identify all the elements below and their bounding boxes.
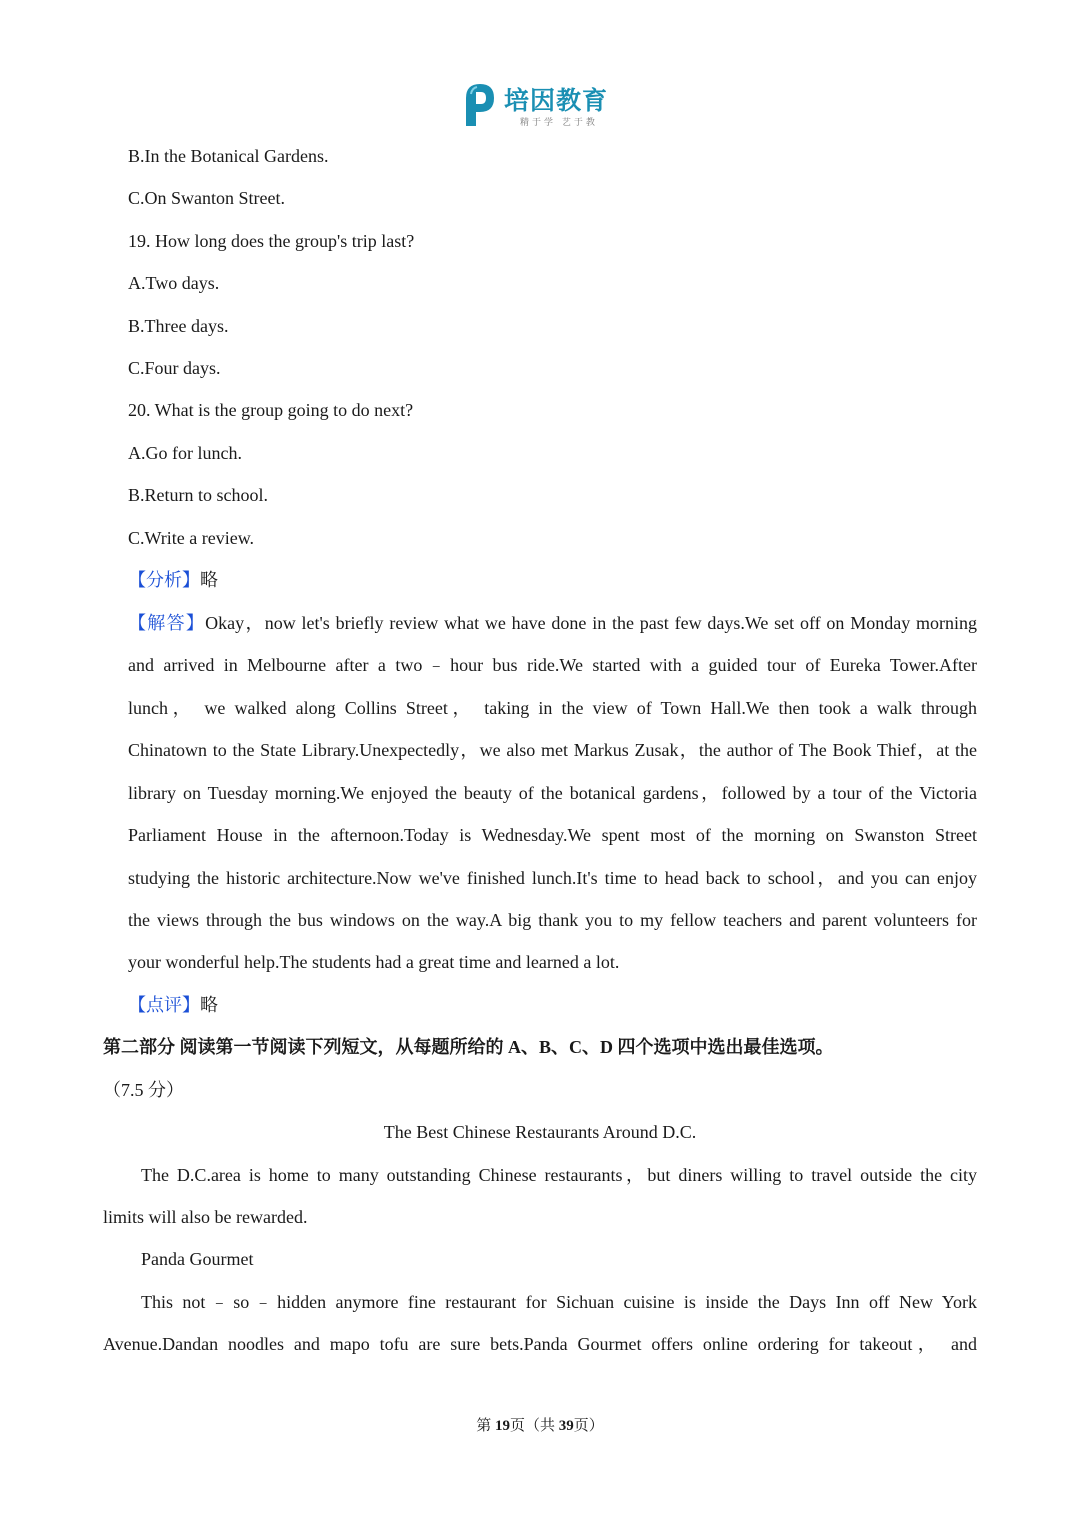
section-two-heading: 第二部分 阅读第一节阅读下列短文，从每题所给的 A、B、C、D 四个选项中选出最佳选项。 [103,1037,834,1057]
q20-option-c: C.Write a review. [128,528,255,548]
restaurant-name: Panda Gourmet [141,1249,254,1269]
q19-option-b: B.Three days. [128,316,229,336]
comment-line [128,993,218,1017]
answer-line-8: the views through the bus windows on the way.A big thank you to my fellow teachers and parent volunteers for [128,910,977,930]
total-pages: 39 [558,1418,574,1434]
q20-stem: 20. What is the group going to do next? [128,400,414,420]
current-page: 19 [494,1418,510,1434]
footer-middle: 页（共 [509,1418,559,1434]
restaurant-line-2: Avenue.Dandan noodles and mapo tofu are sure bets.Panda Gourmet offers online ordering for takeout， and [103,1334,977,1354]
restaurant-line-1: This not﹣so﹣hidden anymore fine restaurant for Sichuan cuisine is inside the Days Inn off New York [141,1292,977,1312]
section-two-points: （7.5 分） [103,1080,184,1100]
analysis-line [128,568,218,592]
passage-intro-line-1: The D.C.area is home to many outstanding Chinese restaurants，but diners willing to travel outside the city [141,1165,977,1185]
q20-option-b: B.Return to school. [128,485,268,505]
answer-line-4: Chinatown to the State Library.Unexpectedly，we also met Markus Zusak，the author of The Book Thief，at the [128,740,977,760]
answer-line-6: Parliament House in the afternoon.Today is Wednesday.We spent most of the morning on Swanston Street [128,825,977,845]
answer-line-1 [128,611,977,635]
analysis-tag: 【分析】 [128,570,200,590]
footer-suffix: 页） [573,1418,604,1434]
q19-stem: 19. How long does the group's trip last? [128,231,415,251]
brand-name: 培因教育 [504,86,609,115]
answer-line-9: your wonderful help.The students had a great time and learned a lot. [128,952,620,972]
answer-line-7: studying the historic architecture.Now we've finished lunch.It's time to head back to school，and you can enjoy [128,868,977,888]
q19-option-c: C.Four days. [128,358,221,378]
q18-option-c: C.On Swanton Street. [128,188,285,208]
answer-line-3: lunch， we walked along Collins Street， taking in the view of Town Hall.We then took a walk through [128,698,977,718]
p-logo-icon [462,80,498,128]
passage-title: The Best Chinese Restaurants Around D.C. [383,1122,697,1142]
q18-option-b: B.In the Botanical Gardens. [128,146,329,166]
passage-intro-line-2: limits will also be rewarded. [103,1207,308,1227]
q20-option-a: A.Go for lunch. [128,443,242,463]
q19-option-a: A.Two days. [128,273,220,293]
page-footer [0,1416,1080,1436]
comment-tag: 【点评】 [128,995,200,1015]
answer-line-5: library on Tuesday morning.We enjoyed the beauty of the botanical gardens，followed by a tour of the Victoria [128,783,977,803]
footer-prefix: 第 [476,1418,495,1434]
brand-slogan: 精于学 艺于教 [520,118,598,128]
comment-text: 略 [200,995,218,1015]
answer-line-2: and arrived in Melbourne after a two﹣hour bus ride.We started with a guided tour of Eureka Tower.After [128,655,977,675]
answer-tag: 【解答】 [128,613,206,633]
answer-text: Okay，now let's briefly review what we have done in the past few days.We set off on Monday morning [205,613,977,633]
brand-logo [462,80,622,132]
analysis-text: 略 [200,570,218,590]
